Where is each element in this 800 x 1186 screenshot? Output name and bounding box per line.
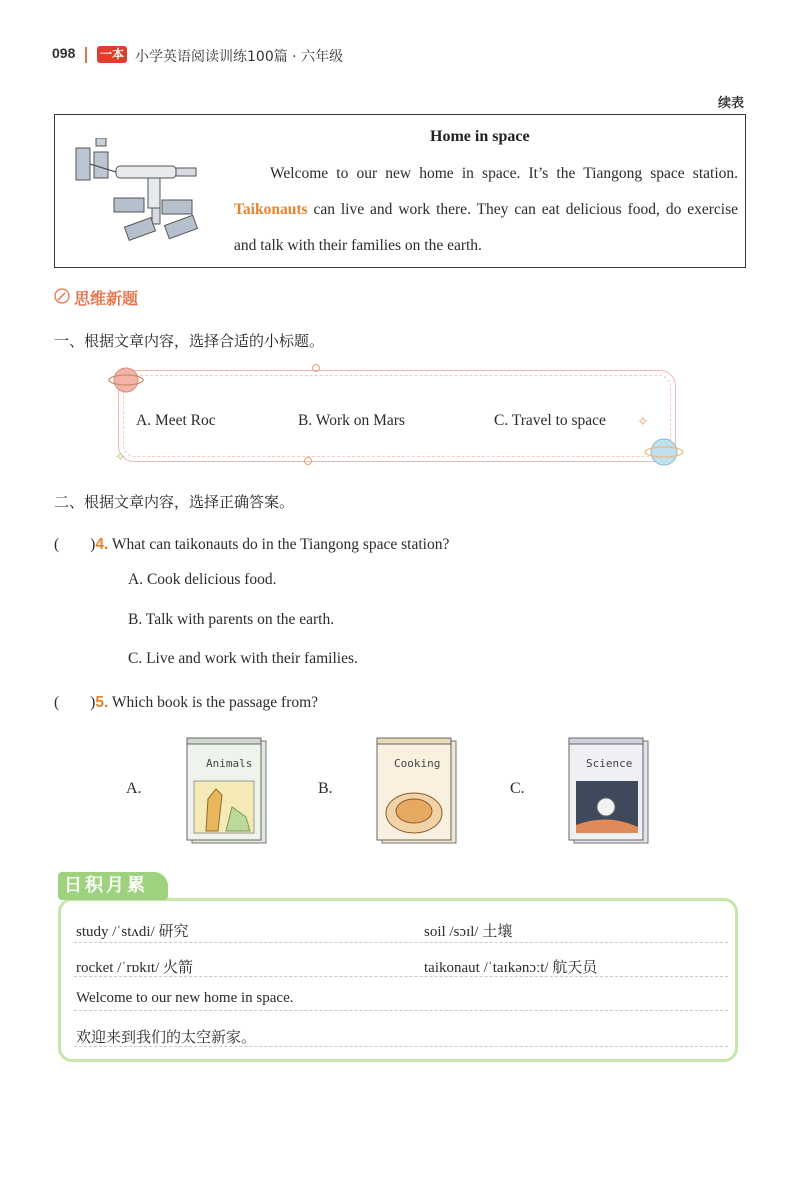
vocab-word-soil: soil /sɔɪl/ 土壤 [424, 924, 513, 940]
publisher-logo: 一本 [97, 46, 127, 63]
highlight-word: Taikonauts [234, 201, 308, 218]
part1-instruction: 一、根据文章内容，选择合适的小标题。 [54, 332, 325, 350]
question-5: ( )5. Which book is the passage from? [54, 694, 319, 711]
pencil-icon [54, 288, 70, 304]
book-label-c: C. [510, 780, 525, 797]
vocab-title: 日积月累 [64, 875, 148, 896]
sparkle-icon: ✧ [637, 414, 649, 430]
planet-icon-2 [644, 432, 684, 472]
book-animals [186, 737, 268, 845]
passage-title: Home in space [430, 128, 530, 145]
book-title: 小学英语阅读训练100篇 · 六年级 [135, 49, 344, 65]
dashed-line [74, 1010, 728, 1011]
section-title: 思维新题 [74, 289, 139, 308]
book-cooking [376, 737, 458, 845]
vocab-word-study: study /ˈstʌdi/ 研究 [76, 924, 189, 940]
answer-blank[interactable]: ( ) [54, 536, 96, 553]
planet-icon [108, 362, 144, 398]
continued-label: 续表 [717, 96, 744, 111]
book-title-a: Animals [206, 757, 253, 770]
book-title-c: Science [586, 757, 633, 770]
vocab-sentence-cn: 欢迎来到我们的太空新家。 [76, 1028, 257, 1046]
vocab-word-taikonaut: taikonaut /ˈtaɪkənɔːt/ 航天员 [424, 960, 598, 976]
page-number: 098 [52, 45, 76, 61]
question-4: ( )4. What can taikonauts do in the Tiangong space station? [54, 536, 450, 553]
vocab-sentence-en: Welcome to our new home in space. [76, 990, 294, 1006]
passage-text: Welcome to our new home in space. It’s the Tiangong space station. Taikonauts can live and work there. They can eat delicious food, do exercise and talk with their families on the earth. [234, 165, 738, 254]
dashed-line [74, 1046, 728, 1047]
option-b: B. Work on Mars [298, 412, 405, 429]
book-label-b: B. [318, 780, 333, 797]
book-label-a: A. [126, 780, 142, 797]
dashed-line [74, 942, 728, 943]
sparkle-icon-2: ✧ [115, 450, 126, 465]
q4-option-a: A. Cook delicious food. [128, 571, 277, 588]
q4-option-c: C. Live and work with their families. [128, 650, 358, 667]
part2-instruction: 二、根据文章内容，选择正确答案。 [54, 493, 295, 511]
option-c: C. Travel to space [494, 412, 606, 429]
q4-option-b: B. Talk with parents on the earth. [128, 611, 335, 628]
answer-blank[interactable]: ( ) [54, 694, 96, 711]
header-divider [85, 47, 87, 63]
space-station-illustration [66, 138, 216, 248]
book-title-b: Cooking [394, 757, 441, 770]
option-a: A. Meet Roc [136, 412, 216, 429]
dot-icon-2 [304, 457, 312, 465]
dot-icon [312, 364, 320, 372]
book-science [568, 737, 650, 845]
dashed-line [74, 976, 728, 977]
vocab-word-rocket: rocket /ˈrɒkɪt/ 火箭 [76, 960, 193, 976]
